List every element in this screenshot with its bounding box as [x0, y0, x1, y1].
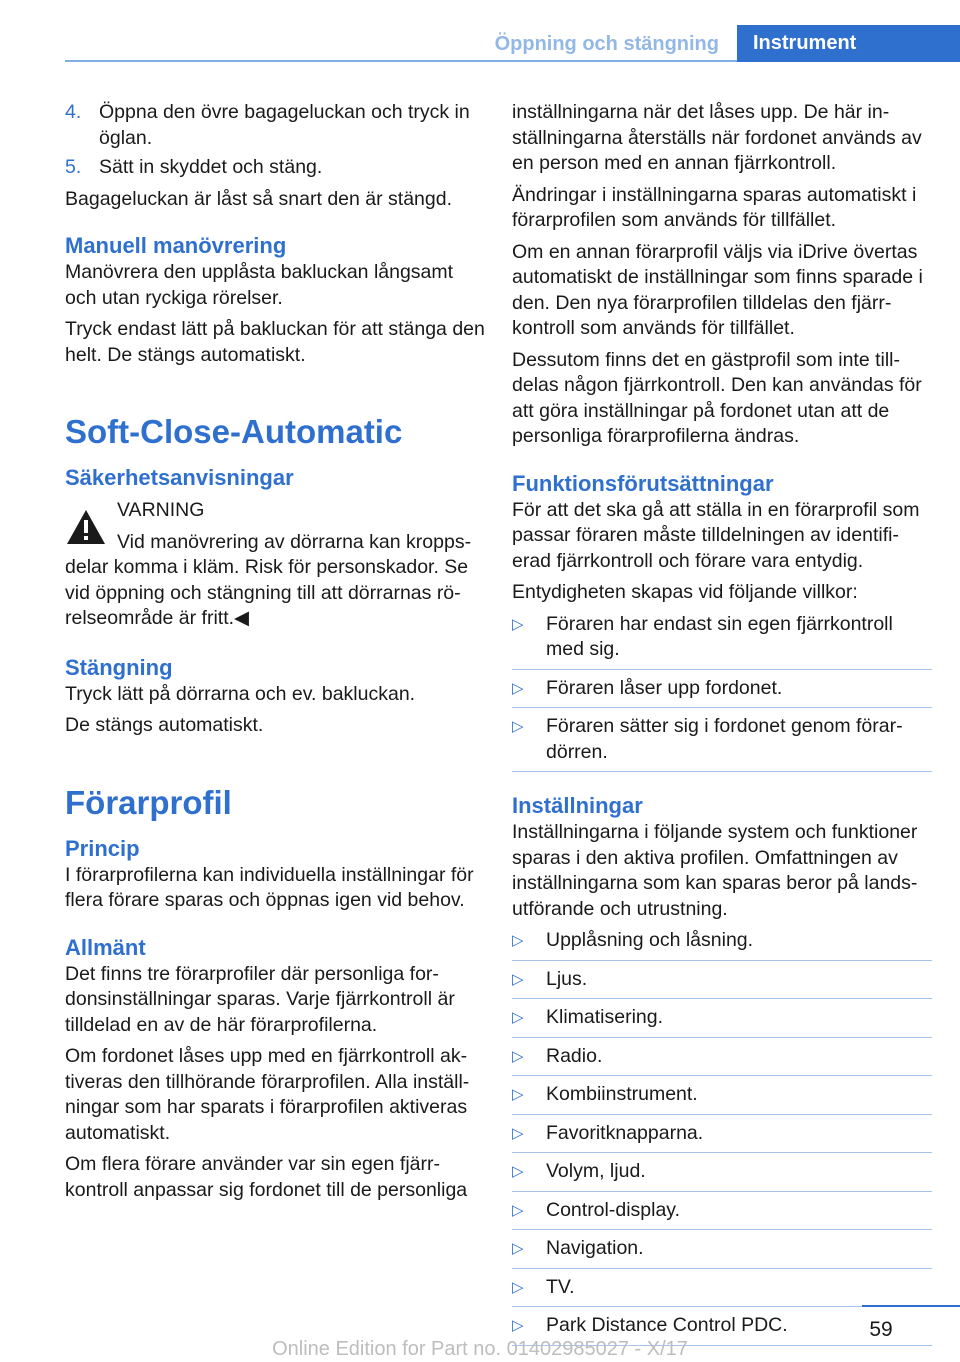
list-divider [512, 1268, 932, 1269]
list-divider [512, 1191, 932, 1192]
list-item [512, 676, 932, 702]
list-item [512, 1121, 932, 1147]
paragraph: I förarprofilerna kan individuella inställningar för flera förare sparas och öppnas igen vid behov. [65, 863, 474, 911]
paragraph: Det finns tre förarprofiler där personliga for- donsinställningar sparas. Varje fjärrkontroll är tilldelad en av de här förarprofilerna. [65, 962, 455, 1036]
page-number-rule [862, 1305, 960, 1307]
footer-edition: Online Edition for Part no. 01402985027 - X/17 [272, 1338, 688, 1360]
bullet-triangle-icon: ▷ [512, 1240, 524, 1257]
step-text: Öppna den övre bagageluckan och tryck in öglan. [99, 101, 470, 149]
bullet-triangle-icon: ▷ [512, 1009, 524, 1026]
bullet-triangle-icon: ▷ [512, 1278, 524, 1296]
heading-requirements: Funktionsförutsättningar [512, 470, 774, 496]
header-section-title: Öppning och stängning [494, 33, 719, 55]
heading-soft-close: Soft-Close-Automatic [65, 413, 403, 450]
list-divider [512, 669, 932, 670]
paragraph: Inställningarna i följande system och funktioner sparas i den aktiva profilen. Omfattningen av inställningarna som kan sparas beror på lands- utförande och utrustning. [512, 821, 918, 920]
right-column [512, 100, 932, 1346]
list-item-text: Föraren låser upp fordonet. [546, 676, 783, 699]
paragraph: Om fordonet låses upp med en fjärrkontroll ak- tiveras den tillhörande förarprofilen. Alla inställ- ningar som har sparats i förarprofilen aktiveras automatiskt. [65, 1045, 470, 1144]
list-item [512, 1005, 932, 1031]
list-item [512, 928, 932, 954]
list-item-text: Föraren sätter sig i fordonet genom förar- dörren. [546, 715, 903, 763]
paragraph: Tryck lätt på dörrarna och ev. bakluckan. [65, 682, 416, 705]
list-item-text: TV. [546, 1275, 575, 1298]
list-item [512, 1082, 932, 1108]
heading-closing: Stängning [65, 654, 173, 680]
bullet-triangle-icon: ▷ [512, 1124, 524, 1142]
paragraph: Entydigheten skapas vid följande villkor: [512, 581, 858, 603]
list-item-text: Föraren har endast sin egen fjärrkontroll med sig. [546, 612, 893, 660]
list-divider [512, 1114, 932, 1115]
list-divider [512, 998, 932, 999]
left-column [65, 100, 485, 1203]
list-divider [512, 707, 932, 708]
paragraph: Ändringar i inställningarna sparas automatiskt i förarprofilen som används för tillfället. [512, 183, 917, 231]
bullet-triangle-icon: ▷ [512, 718, 524, 735]
bullet-triangle-icon: ▷ [512, 679, 524, 697]
list-divider [512, 771, 932, 772]
list-item [512, 1275, 932, 1301]
list-divider [512, 1075, 932, 1076]
list-item [512, 967, 932, 993]
warning-title: VARNING [117, 499, 205, 521]
paragraph: Manövrera den upplåsta bakluckan långsamt och utan ryckiga rörelser. [65, 261, 454, 309]
list-item-text: Favoritknapparna. [546, 1121, 704, 1144]
paragraph: För att det ska gå att ställa in en förarprofil som passar föraren måste tilldelningen av identifi- erad fjärrkontroll och förare vara entydig. [512, 498, 920, 572]
step-item [65, 100, 485, 151]
heading-driver-profile: Förarprofil [65, 783, 232, 821]
conditions-list [512, 612, 932, 773]
warning-text: delar komma i kläm. Risk för personskador. Se vid öppning och stängning till att dörrarnas rö- relseområde är fritt.◀ [65, 556, 469, 629]
bullet-triangle-icon: ▷ [512, 615, 524, 633]
list-item [512, 714, 932, 765]
list-item-text: Park Distance Control PDC. [546, 1314, 788, 1336]
header-chapter-tab: Instrument [737, 25, 960, 62]
step-item [65, 155, 485, 181]
heading-principle: Princip [65, 835, 140, 861]
page-number: 59 [869, 1318, 893, 1341]
list-item-text: Kombiinstrument. [546, 1083, 698, 1105]
list-item-text: Volym, ljud. [546, 1160, 646, 1182]
bullet-triangle-icon: ▷ [512, 932, 524, 949]
list-divider [512, 1229, 932, 1230]
list-item [512, 1198, 932, 1224]
bullet-triangle-icon: ▷ [512, 1086, 524, 1103]
step-text: Sätt in skyddet och stäng. [99, 156, 323, 178]
paragraph: Dessutom finns det en gästprofil som inte till- delas någon fjärrkontroll. Den kan användas för att göra inställningar på fordonet utan att de personliga förarprofilerna ändras. [512, 348, 922, 447]
heading-safety: Säkerhetsanvisningar [65, 465, 294, 490]
list-item-text: Upplåsning och låsning. [546, 929, 754, 951]
bullet-triangle-icon: ▷ [512, 1317, 524, 1334]
list-item-text: Radio. [546, 1044, 603, 1067]
list-item [512, 1159, 932, 1185]
list-item [512, 1044, 932, 1070]
bullet-triangle-icon: ▷ [512, 1201, 524, 1219]
list-divider [512, 960, 932, 961]
step-number: 5. [65, 156, 82, 178]
list-item-text: Control-display. [546, 1198, 681, 1221]
list-divider [512, 1037, 932, 1038]
list-item [512, 1236, 932, 1262]
list-item-text: Ljus. [546, 967, 588, 990]
step-number: 4. [65, 101, 82, 123]
list-item-text: Klimatisering. [546, 1006, 664, 1028]
settings-list [512, 928, 932, 1346]
heading-manual-operation: Manuell manövrering [65, 233, 287, 258]
warning-first-line: Vid manövrering av dörrarna kan kropps- [117, 530, 472, 553]
list-item [512, 612, 932, 663]
warning-block [65, 498, 485, 632]
paragraph: Om en annan förarprofil väljs via iDrive övertas automatiskt de inställningar som finns sparade i den. Den nya förarprofilen tilldelas den fjärr- kontroll som används för tillfället. [512, 240, 923, 339]
heading-settings: Inställningar [512, 793, 643, 818]
bullet-triangle-icon: ▷ [512, 1047, 524, 1065]
bullet-triangle-icon: ▷ [512, 970, 524, 988]
warning-icon [65, 508, 107, 546]
paragraph: Bagageluckan är låst så snart den är stängd. [65, 187, 452, 210]
paragraph: Om flera förare använder var sin egen fjärr- kontroll anpassar sig fordonet till de personliga [65, 1153, 468, 1201]
paragraph: De stängs automatiskt. [65, 714, 264, 736]
heading-general: Allmänt [65, 934, 146, 960]
list-item-text: Navigation. [546, 1237, 644, 1259]
paragraph: Tryck endast lätt på bakluckan för att stänga den helt. De stängs automatiskt. [65, 318, 485, 366]
list-divider [512, 1152, 932, 1153]
paragraph: inställningarna när det låses upp. De här in- ställningarna återställs när fordonet används av en person med en annan fjärrkontroll. [512, 101, 922, 174]
bullet-triangle-icon: ▷ [512, 1163, 524, 1180]
